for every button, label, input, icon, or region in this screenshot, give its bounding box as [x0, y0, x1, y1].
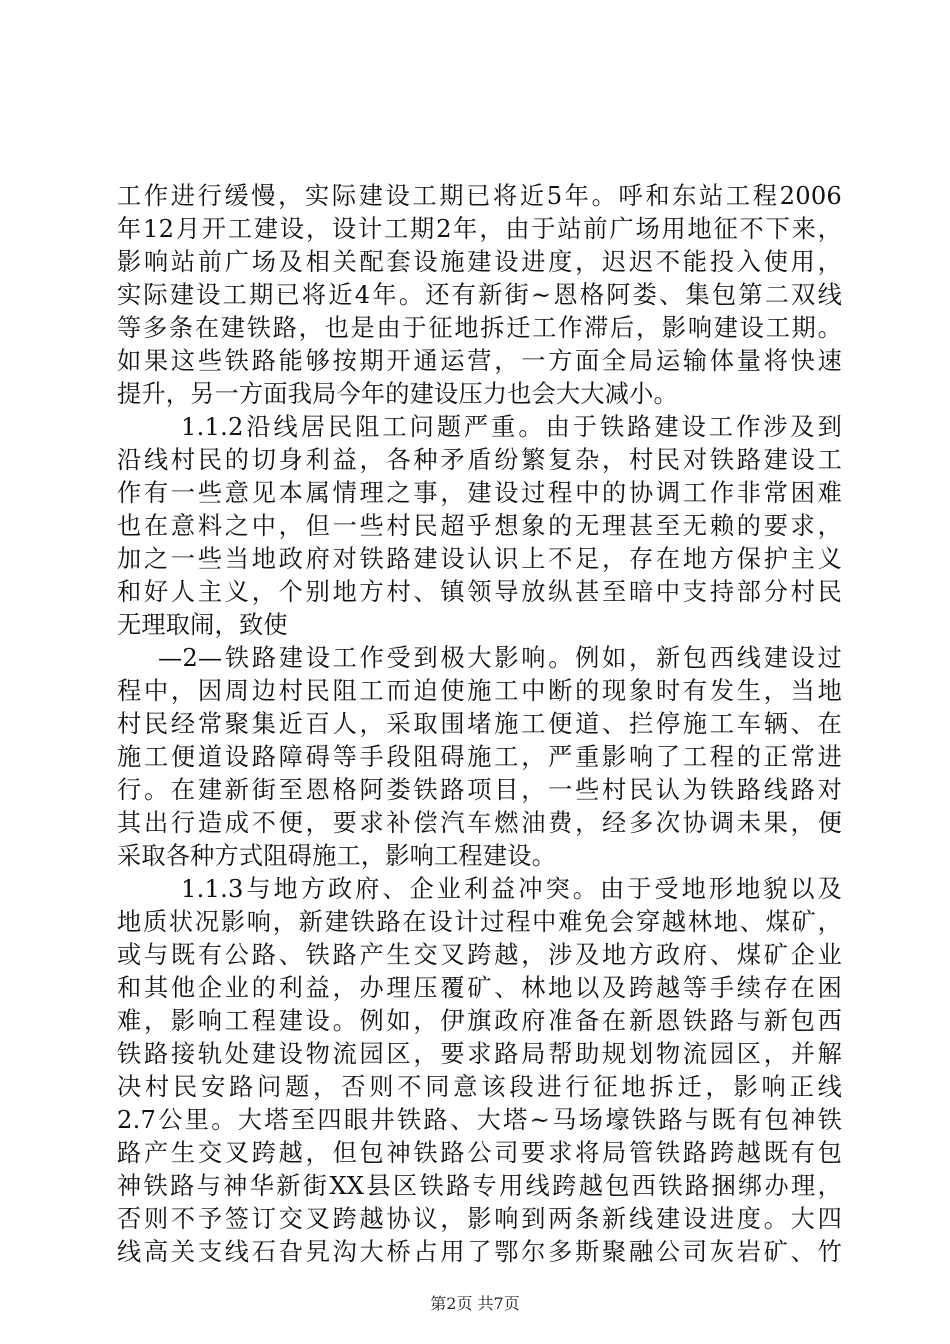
- body-text-line: 其出行造成不便，要求补偿汽车燃油费，经多次协调未果，便: [117, 809, 842, 837]
- body-text-line: 影响站前广场及相关配套设施建设进度，迟迟不能投入使用，: [117, 248, 842, 276]
- body-text-line: 作有一些意见本属情理之事，建设过程中的协调工作非常困难: [117, 479, 842, 507]
- body-text-line: 地质状况影响，新建铁路在设计过程中难免会穿越林地、煤矿，: [117, 908, 842, 936]
- body-text-line: 和好人主义，个别地方村、镇领导放纵甚至暗中支持部分村民: [117, 578, 842, 606]
- body-text-line: —2—铁路建设工作受到极大影响。例如，新包西线建设过: [158, 644, 842, 672]
- body-text-line: 施工便道设路障碍等手段阻碍施工，严重影响了工程的正常进: [117, 743, 842, 771]
- body-text-line: 也在意料之中，但一些村民超乎想象的无理甚至无赖的要求，: [117, 512, 842, 540]
- body-text-line: 加之一些当地政府对铁路建设认识上不足，存在地方保护主义: [117, 545, 842, 573]
- body-text-line: 决村民安路问题，否则不同意该段进行征地拆迁，影响正线: [117, 1073, 842, 1101]
- section-heading-1-1-3: 1.1.3与地方政府、企业利益冲突。由于受地形地貌以及: [181, 875, 842, 903]
- body-text-line: 程中，因周边村民阻工而迫使施工中断的现象时有发生，当地: [117, 677, 842, 705]
- body-text-line: 等多条在建铁路，也是由于征地拆迁工作滞后，影响建设工期。: [117, 314, 842, 342]
- body-text-line: 否则不予签订交叉跨越协议，影响到两条新线建设进度。大四: [117, 1205, 842, 1233]
- body-text-line: 铁路接轨处建设物流园区，要求路局帮助规划物流园区，并解: [117, 1040, 842, 1068]
- body-text-line: 和其他企业的利益，办理压覆矿、林地以及跨越等手续存在困: [117, 974, 842, 1002]
- body-text-line: 路产生交叉跨越，但包神铁路公司要求将局管铁路跨越既有包: [117, 1139, 842, 1167]
- body-text-line: 采取各种方式阻碍施工，影响工程建设。: [117, 842, 556, 870]
- body-text-line: 沿线村民的切身利益，各种矛盾纷繁复杂，村民对铁路建设工: [117, 446, 842, 474]
- body-text-line: 或与既有公路、铁路产生交叉跨越，涉及地方政府、煤矿企业: [117, 941, 842, 969]
- body-text-line: 行。在建新街至恩格阿娄铁路项目，一些村民认为铁路线路对: [117, 776, 842, 804]
- section-heading-1-1-2: 1.1.2沿线居民阻工问题严重。由于铁路建设工作涉及到: [181, 413, 842, 441]
- body-text-line: 如果这些铁路能够按期开通运营，一方面全局运输体量将快速: [117, 347, 842, 375]
- body-text-line: 实际建设工期已将近4年。还有新街~恩格阿娄、集包第二双线: [117, 281, 842, 309]
- body-text-line: 难，影响工程建设。例如，伊旗政府准备在新恩铁路与新包西: [117, 1007, 842, 1035]
- body-text-line: 神铁路与神华新街XX县区铁路专用线跨越包西铁路捆绑办理，: [117, 1172, 842, 1200]
- body-text-line: 2.7公里。大塔至四眼井铁路、大塔~马场壕铁路与既有包神铁: [117, 1106, 842, 1134]
- body-text-line: 年12月开工建设，设计工期2年，由于站前广场用地征不下来，: [117, 215, 842, 243]
- body-text-line: 村民经常聚集近百人，采取围堵施工便道、拦停施工车辆、在: [117, 710, 842, 738]
- body-text-line: 线高关支线石旮旯沟大桥占用了鄂尔多斯聚融公司灰岩矿、竹: [117, 1238, 842, 1266]
- body-text-line: 工作进行缓慢，实际建设工期已将近5年。呼和东站工程2006: [117, 182, 842, 210]
- body-text-line: 提升，另一方面我局今年的建设压力也会大大减小。: [117, 380, 678, 408]
- page-number-footer: 第2页 共7页: [430, 1294, 520, 1313]
- body-text-line: 无理取闹，致使: [117, 611, 288, 639]
